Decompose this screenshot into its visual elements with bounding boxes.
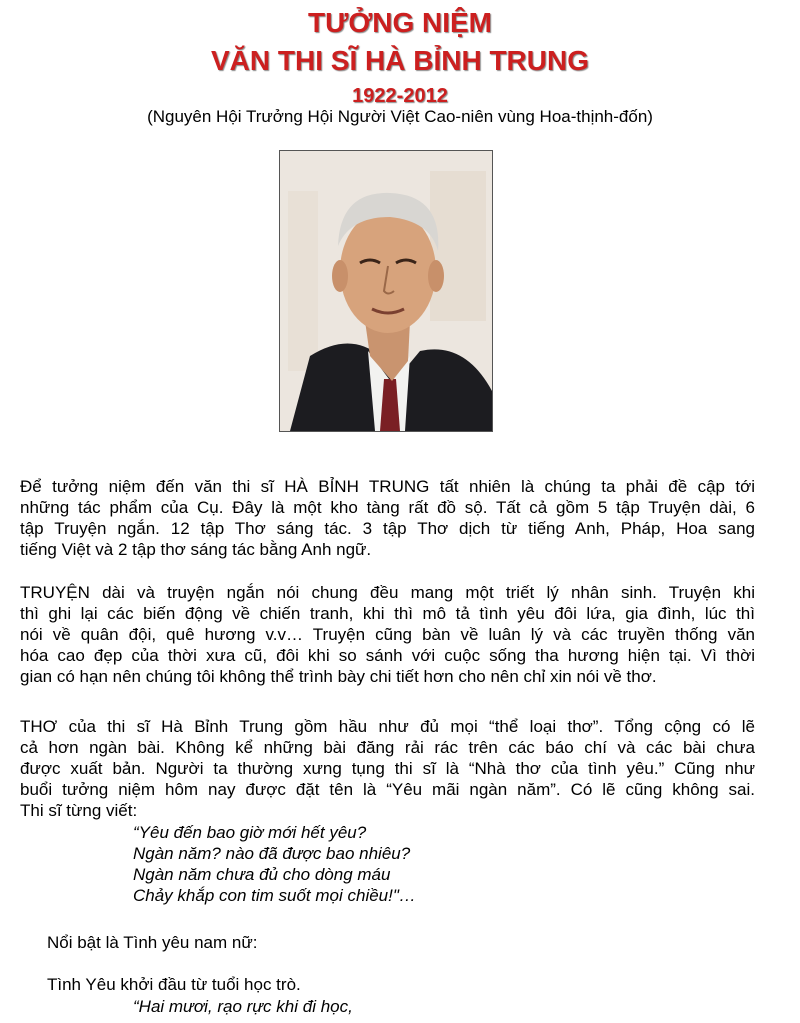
paragraph-line: Để tưởng niệm đến văn thi sĩ HÀ BỈNH TRUNG tất nhiên là chúng ta phải đề cập tới [20, 477, 755, 496]
paragraph-works [20, 476, 755, 560]
paragraph-line: THƠ của thi sĩ Hà Bỉnh Trung gồm hầu như đủ mọi “thể loại thơ”. Tổng cộng có lẽ [20, 717, 755, 736]
paragraph-stories [20, 582, 755, 687]
poem-quote-1 [133, 822, 416, 906]
paragraph-line: tiếng Việt và 2 tập thơ sáng tác bằng Anh ngữ. [20, 540, 372, 559]
portrait-icon [280, 151, 492, 431]
paragraph-line: tập Truyện ngắn. 12 tập Thơ sáng tác. 3 tập Thơ dịch từ tiếng Anh, Pháp, Hoa sang [20, 519, 755, 538]
paragraph-line: hóa cao đẹp của thời xưa cũ, đôi khi so sánh với cuộc sống tha hương hiện tại. Vì thời [20, 646, 755, 665]
paragraph-line: thì ghi lại các biến động về chiến tranh, khi thì mô tả tình yêu đôi lứa, gia đình, lúc thì [20, 604, 755, 623]
school-love-line: Tình Yêu khởi đầu từ tuổi học trò. [47, 975, 301, 994]
paragraph-line: những tác phẩm của Cụ. Đây là một kho tàng rất đồ sộ. Tất cả gồm 5 tập Truyện dài, 6 [20, 498, 755, 517]
paragraph-line: cả hơn ngàn bài. Không kể những bài đăng rải rác trên các báo chí và các bài chưa [20, 738, 755, 757]
subtitle: (Nguyên Hội Trưởng Hội Người Việt Cao-niên vùng Hoa-thịnh-đốn) [147, 107, 653, 126]
title-line-2: VĂN THI SĨ HÀ BỈNH TRUNG [211, 45, 589, 76]
poem-quote-2 [133, 996, 353, 1017]
paragraph-line: được xuất bản. Người ta thường xưng tụng thi sĩ là “Nhà thơ của tình yêu.” Cũng như [20, 759, 755, 778]
paragraph-line: gian có hạn nên chúng tôi không thể trình bày chi tiết hơn cho nên chỉ xin nói về thơ. [20, 667, 657, 686]
poem-line: Chảy khắp con tim suốt mọi chiều!"… [133, 886, 416, 905]
poem-line: Ngàn năm chưa đủ cho dòng máu [133, 865, 391, 884]
paragraph-line: TRUYỆN dài và truyện ngắn nói chung đều mang một triết lý nhân sinh. Truyện khi [20, 583, 755, 602]
title-line-1: TƯỞNG NIỆM [308, 7, 492, 38]
poem-line: “Hai mươi, rạo rực khi đi học, [133, 997, 353, 1016]
paragraph-poetry [20, 716, 755, 821]
paragraph-line: buổi tưởng niệm hôm nay được đặt tên là “Yêu mãi ngàn năm”. Có lẽ cũng không sai. [20, 780, 755, 799]
paragraph-line: nói về quân đội, quê hương v.v… Truyện cũng bàn về luân lý và các truyền thống văn [20, 625, 755, 644]
highlight-line: Nổi bật là Tình yêu nam nữ: [47, 933, 258, 952]
portrait-photo [279, 150, 493, 432]
paragraph-line: Thi sĩ từng viết: [20, 801, 138, 820]
poem-line: “Yêu đến bao giờ mới hết yêu? [133, 823, 367, 842]
poem-line: Ngàn năm? nào đã được bao nhiêu? [133, 844, 411, 863]
years: 1922-2012 [352, 85, 448, 107]
